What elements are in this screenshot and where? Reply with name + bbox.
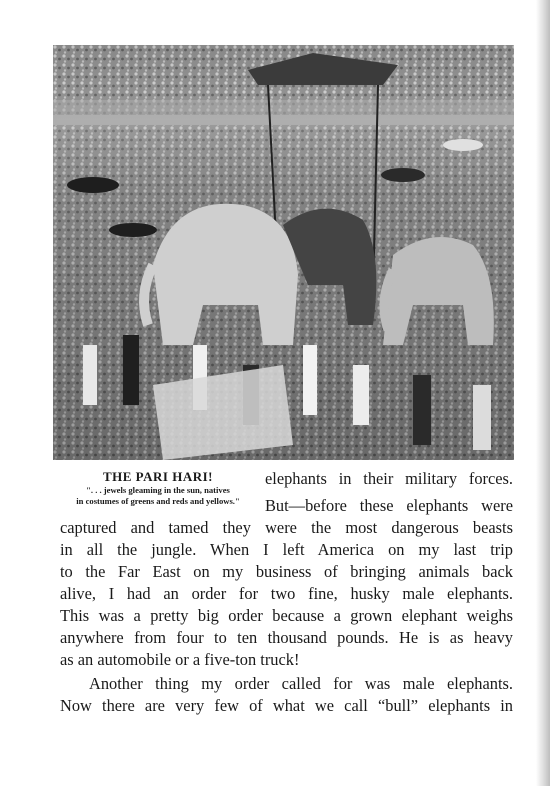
body-line: But—before these elephants were [265, 496, 513, 515]
body-line: This was a pretty big order because a grown elephant weighs [60, 606, 513, 625]
body-line: anywhere from four to ten thousand pounds. He is as heavy [60, 628, 513, 647]
photo-pari-hari-procession [53, 45, 514, 460]
body-line: to the Far East on my business of bringing animals back [60, 562, 513, 581]
body-line: Now there are very few of what we call “bull” elephants in [60, 696, 513, 715]
body-line: alive, I had an order for two fine, husky male elephants. [60, 584, 513, 603]
caption-title: THE PARI HARI! [102, 469, 214, 484]
body-line: in all the jungle. When I left America on my last trip [60, 540, 513, 559]
body-line: as an automobile or a five-ton truck! [60, 650, 300, 669]
caption-line-1: ". . . jewels gleaming in the sun, natives [86, 485, 230, 495]
body-line: captured and tamed they were the most dangerous beasts [60, 518, 513, 537]
body-line: elephants in their military forces. [265, 469, 513, 488]
photo-caption [58, 469, 258, 506]
page-edge-shadow [536, 0, 550, 786]
caption-line-2: in costumes of greens and reds and yellows." [76, 496, 240, 506]
body-line: Another thing my order called for was male elephants. [89, 674, 513, 693]
